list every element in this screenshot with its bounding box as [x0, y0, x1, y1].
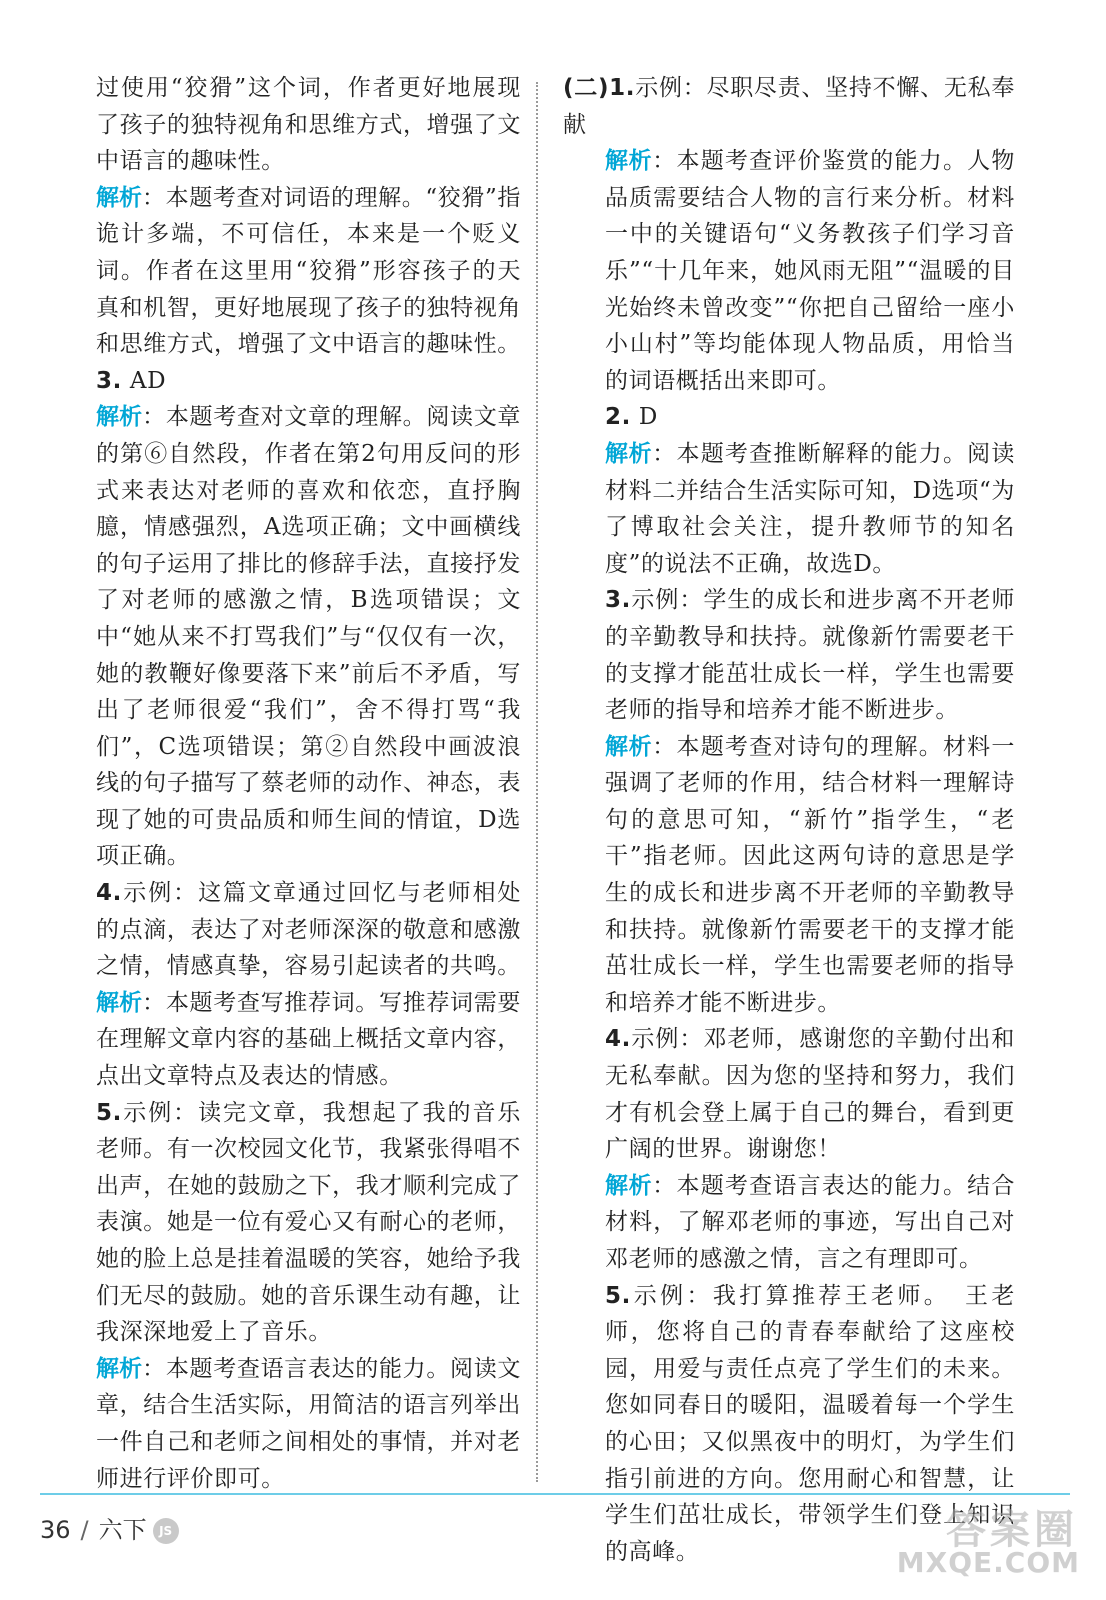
- page-number: 36: [40, 1516, 71, 1544]
- analysis-label: 解析: [96, 404, 143, 431]
- answer-continuation: 过使用“狡猾”这个词，作者更好地展现了孩子的独特视角和思维方式，增强了文中语言的趣味性。: [96, 75, 521, 175]
- footer-rule: [40, 1493, 1070, 1495]
- answer-section-2-q1: (二)1.示例：尽职尽责、坚持不懈、无私奉献: [563, 75, 1015, 138]
- right-column: [563, 70, 1015, 1570]
- watermark-logo: [898, 1498, 1088, 1588]
- question-number: 3.: [96, 367, 122, 394]
- watermark-url: MXQE.COM: [896, 1546, 1080, 1579]
- left-column: [96, 70, 521, 1497]
- analysis-paragraph: 解析：本题考查对词语的理解。“狡猾”指诡计多端，不可信任，本来是一个贬义词。作者在这里用“狡猾”形容孩子的天真和机智，更好地展现了孩子的独特视角和思维方式，增强了文中语言的趣味性。: [96, 184, 521, 358]
- question-number: 4.: [96, 880, 122, 907]
- footer-separator: /: [80, 1516, 89, 1544]
- analysis-paragraph: 解析：本题考查评价鉴赏的能力。人物品质需要结合人物的言行来分析。材料一中的关键语句“义务教孩子们学习音乐”“十几年来，她风雨无阻”“温暖的目光始终未曾改变”“你把自己留给一座小小山村”等均能体现人物品质，用恰当的词语概括出来即可。: [605, 148, 1015, 394]
- analysis-label: 解析: [96, 989, 143, 1016]
- analysis-label: 解析: [605, 733, 653, 760]
- answer-3: 3. AD: [96, 367, 167, 394]
- analysis-paragraph: 解析：本题考查对诗句的理解。材料一强调了老师的作用，结合材料一理解诗句的意思可知，“新竹”指学生，“老干”指老师。因此这两句诗的意思是学生的成长和进步离不开老师的辛勤教导和扶持。就像新竹需要老干的支撑才能茁壮成长一样，学生也需要老师的指导和培养才能不断进步。: [605, 733, 1015, 1016]
- watermark-text: 答案圈: [946, 1507, 1078, 1553]
- question-number: (二)1.: [563, 75, 636, 101]
- column-divider: [536, 82, 538, 1482]
- answer-4: 4.示例：这篇文章通过回忆与老师相处的点滴，表达了对老师深深的敬意和感激之情，情感真挚，容易引起读者的共鸣。: [96, 880, 521, 980]
- answer-5: 5.示例：读完文章，我想起了我的音乐老师。有一次校园文化节，我紧张得唱不出声，在她的鼓励之下，我才顺利完成了表演。她是一位有爱心又有耐心的老师，她的脸上总是挂着温暖的笑容，她给予我们无尽的鼓励。她的音乐课生动有趣，让我深深地爱上了音乐。: [96, 1099, 521, 1346]
- question-number: 3.: [605, 587, 631, 614]
- question-number: 5.: [96, 1099, 122, 1126]
- analysis-label: 解析: [605, 1172, 653, 1199]
- analysis-label: 解析: [96, 1355, 143, 1382]
- answer-2: 2. D: [605, 404, 658, 431]
- analysis-label: 解析: [96, 184, 143, 211]
- analysis-paragraph: 解析：本题考查写推荐词。写推荐词需要在理解文章内容的基础上概括文章内容，点出文章特点及表达的情感。: [96, 989, 521, 1090]
- answer-4: 4.示例：邓老师，感谢您的辛勤付出和无私奉献。因为您的坚持和努力，我们才有机会登上属于自己的舞台，看到更广阔的世界。谢谢您！: [605, 1026, 1015, 1163]
- analysis-label: 解析: [605, 148, 653, 175]
- question-number: 5.: [605, 1282, 631, 1309]
- js-badge-icon: JS: [153, 1518, 179, 1544]
- question-number: 4.: [605, 1026, 631, 1053]
- analysis-paragraph: 解析：本题考查语言表达的能力。结合材料，了解邓老师的事迹，写出自己对邓老师的感激之情，言之有理即可。: [605, 1172, 1015, 1272]
- page-footer: [40, 1510, 179, 1545]
- question-number: 2.: [605, 404, 631, 431]
- analysis-label: 解析: [605, 440, 653, 467]
- grade-label: 六下: [98, 1516, 147, 1544]
- analysis-paragraph: 解析：本题考查对文章的理解。阅读文章的第⑥自然段，作者在第2句用反问的形式来表达对老师的喜欢和依恋，直抒胸臆，情感强烈，A选项正确；文中画横线的句子运用了排比的修辞手法，直接抒发了对老师的感激之情，B选项错误；文中“她从来不打骂我们”与“仅仅有一次，她的教鞭好像要落下来”前后不矛盾，写出了老师很爱“我们”，舍不得打骂“我们”，C选项错误；第②自然段中画波浪线的句子描写了蔡老师的动作、神态，表现了她的可贵品质和师生间的情谊，D选项正确。: [96, 404, 521, 870]
- answer-3: 3.示例：学生的成长和进步离不开老师的辛勤教导和扶持。就像新竹需要老干的支撑才能茁壮成长一样，学生也需要老师的指导和培养才能不断进步。: [605, 587, 1015, 724]
- answer-5: 5.示例：我打算推荐王老师。 王老师，您将自己的青春奉献给了这座校园，用爱与责任点亮了学生们的未来。您如同春日的暖阳，温暖着每一个学生的心田；又似黑夜中的明灯，为学生们指引前进的方向。您用耐心和智慧，让学生们茁壮成长，带领学生们登上知识的高峰。: [605, 1282, 1015, 1565]
- analysis-paragraph: 解析：本题考查推断解释的能力。阅读材料二并结合生活实际可知，D选项“为了博取社会关注，提升教师节的知名度”的说法不正确，故选D。: [605, 440, 1015, 577]
- analysis-paragraph: 解析：本题考查语言表达的能力。阅读文章，结合生活实际，用简洁的语言列举出一件自己和老师之间相处的事情，并对老师进行评价即可。: [96, 1355, 521, 1492]
